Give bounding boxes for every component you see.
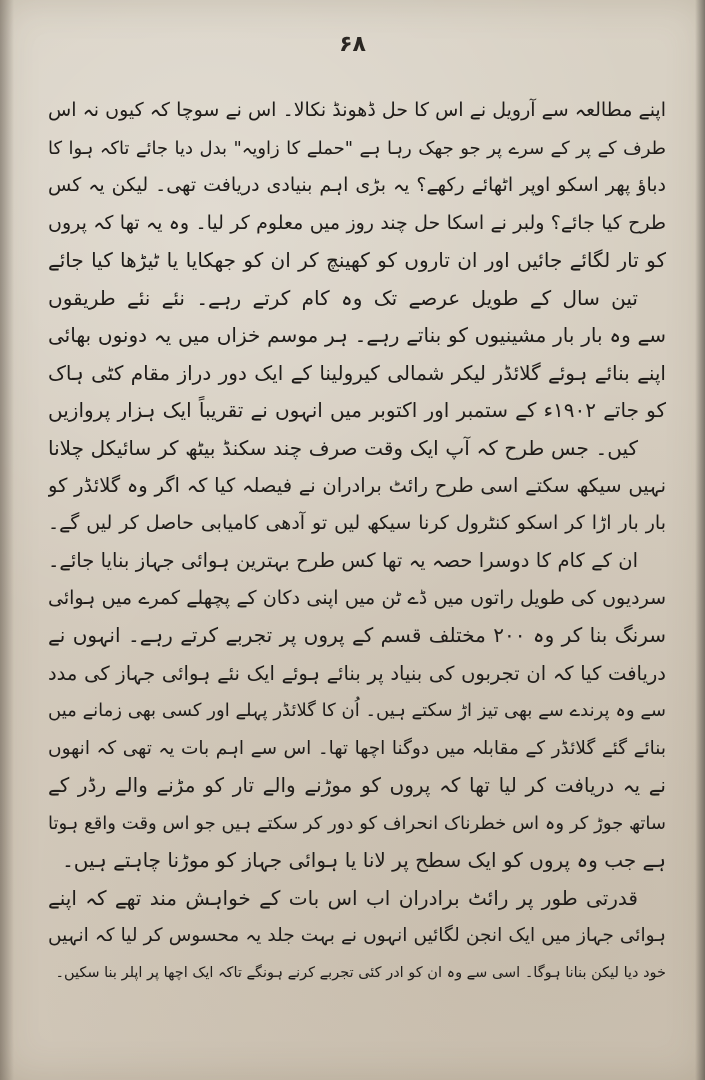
text-line: اپنے مطالعہ سے آرویل نے اس کا حل ڈھونڈ نکالا۔ اس نے سوچا کہ کیوں نہ اس (48, 99, 666, 121)
text-line: کیں۔ جس طرح کہ آپ ایک وقت صرف چند سکنڈ بیٹھ کر سائیکل چلانا (48, 435, 638, 460)
text-line: نہیں سیکھ سکتے اسی طرح رائٹ برادران نے فیصلہ کیا کہ اگر وہ گلائڈر کو (48, 474, 666, 497)
text-line: سے وہ بار بار مشینیوں کو بناتے رہے۔ ہر موسم خزاں میں یہ دونوں بھائی (48, 323, 666, 347)
text-line: دباؤ پھر اسکو اوپر اٹھائے رکھے؟ یہ بڑی اہم بنیادی دریافت تھی۔ لیکن یہ کس (48, 174, 666, 196)
text-line: سے وہ پرندے سے بھی تیز اڑ سکتے ہیں۔ اُن کا گلائڈر پہلے اور کسی بھی زمانے میں (48, 700, 666, 721)
text-line: تین سال کے طویل عرصے تک وہ کام کرتے رہے۔ نئے نئے طریقوں (48, 285, 638, 310)
text-line: سرنگ بنا کر وہ ۲۰۰ مختلف قسم کے پروں پر تجربے کرتے رہے۔ انہوں نے (48, 623, 666, 647)
page-number: ۶۸ (339, 32, 366, 57)
text-line: اپنے بنائے ہوئے گلائڈر لیکر شمالی کیرولینا کے ایک دور دراز مقام کٹی ہاک (48, 360, 666, 385)
text-line: کو تار لگائے جائیں اور ان تاروں کو کھینچ کر ان کو جھکایا یا ٹیڑھا کیا جائے (48, 248, 666, 272)
text-line: بار بار اڑا کر اسکو کنٹرول کرنا سیکھ لیں تو آدھی کامیابی حاصل کر لیں گے۔ (48, 511, 666, 534)
text-line: سردیوں کی طویل راتوں میں ڈے ٹن میں اپنی دکان کے پچھلے کمرے میں ہوائی (48, 586, 666, 609)
body-text (48, 92, 666, 992)
text-line: ساتھ جوڑ کر وہ اس خطرناک انحراف کو دور کر سکتے ہیں جو اس وقت واقع ہوتا (48, 812, 666, 834)
text-line: ہے جب وہ پروں کو ایک سطح پر لانا یا ہوائی جہاز کو موڑنا چاہتے ہیں۔ (62, 848, 666, 872)
page-edge-shadow-right (695, 0, 705, 1080)
text-line: قدرتی طور پر رائٹ برادران اب اس بات کے خواہش مند تھے کہ اپنے (48, 885, 638, 910)
page-edge-shadow-left (0, 0, 14, 1080)
text-line: ان کے کام کا دوسرا حصہ یہ تھا کس طرح بہترین ہوائی جہاز بنایا جائے۔ (48, 549, 638, 572)
text-line: ہوائی جہاز میں ایک انجن لگائیں انہوں نے بہت جلد یہ محسوس کر لیا کہ انہیں (48, 925, 666, 946)
text-line: طرح کیا جائے؟ ولبر نے اسکا حل چند روز میں معلوم کر لیا۔ وہ یہ تھا کہ پروں (48, 211, 666, 234)
text-line: خود دیا لیکن بنانا ہوگا۔ اسی سے وہ ان کو ادر کئی تجربے کرنے ہونگے تاکہ ایک اچھا پر اپلر بنا سکیں۔ (55, 964, 666, 981)
text-line: نے یہ دریافت کر لیا تھا کہ پروں کو موڑنے والے تار کو مڑنے والے رڈر کے (48, 773, 666, 797)
text-line: کو جاتے ۱۹۰۲ء کے ستمبر اور اکتوبر میں انہوں نے تقریباً ایک ہزار پروازیں (48, 398, 666, 422)
text-line: دریافت کیا کہ ان تجربوں کی بنیاد پر بنائے ہوئے ایک نئے ہوائی جہاز کی مدد (48, 661, 666, 685)
text-line: بنائے گئے گلائڈر کے مقابلہ میں دوگنا اچھا تھا۔ اس سے اہم بات یہ تھی کہ انھوں (48, 737, 666, 759)
text-line: طرف کے پر کے سرے پر جو جھک رہا ہے "حملے کا زاویہ" بدل دیا جائے تاکہ ہوا کا (48, 137, 666, 159)
